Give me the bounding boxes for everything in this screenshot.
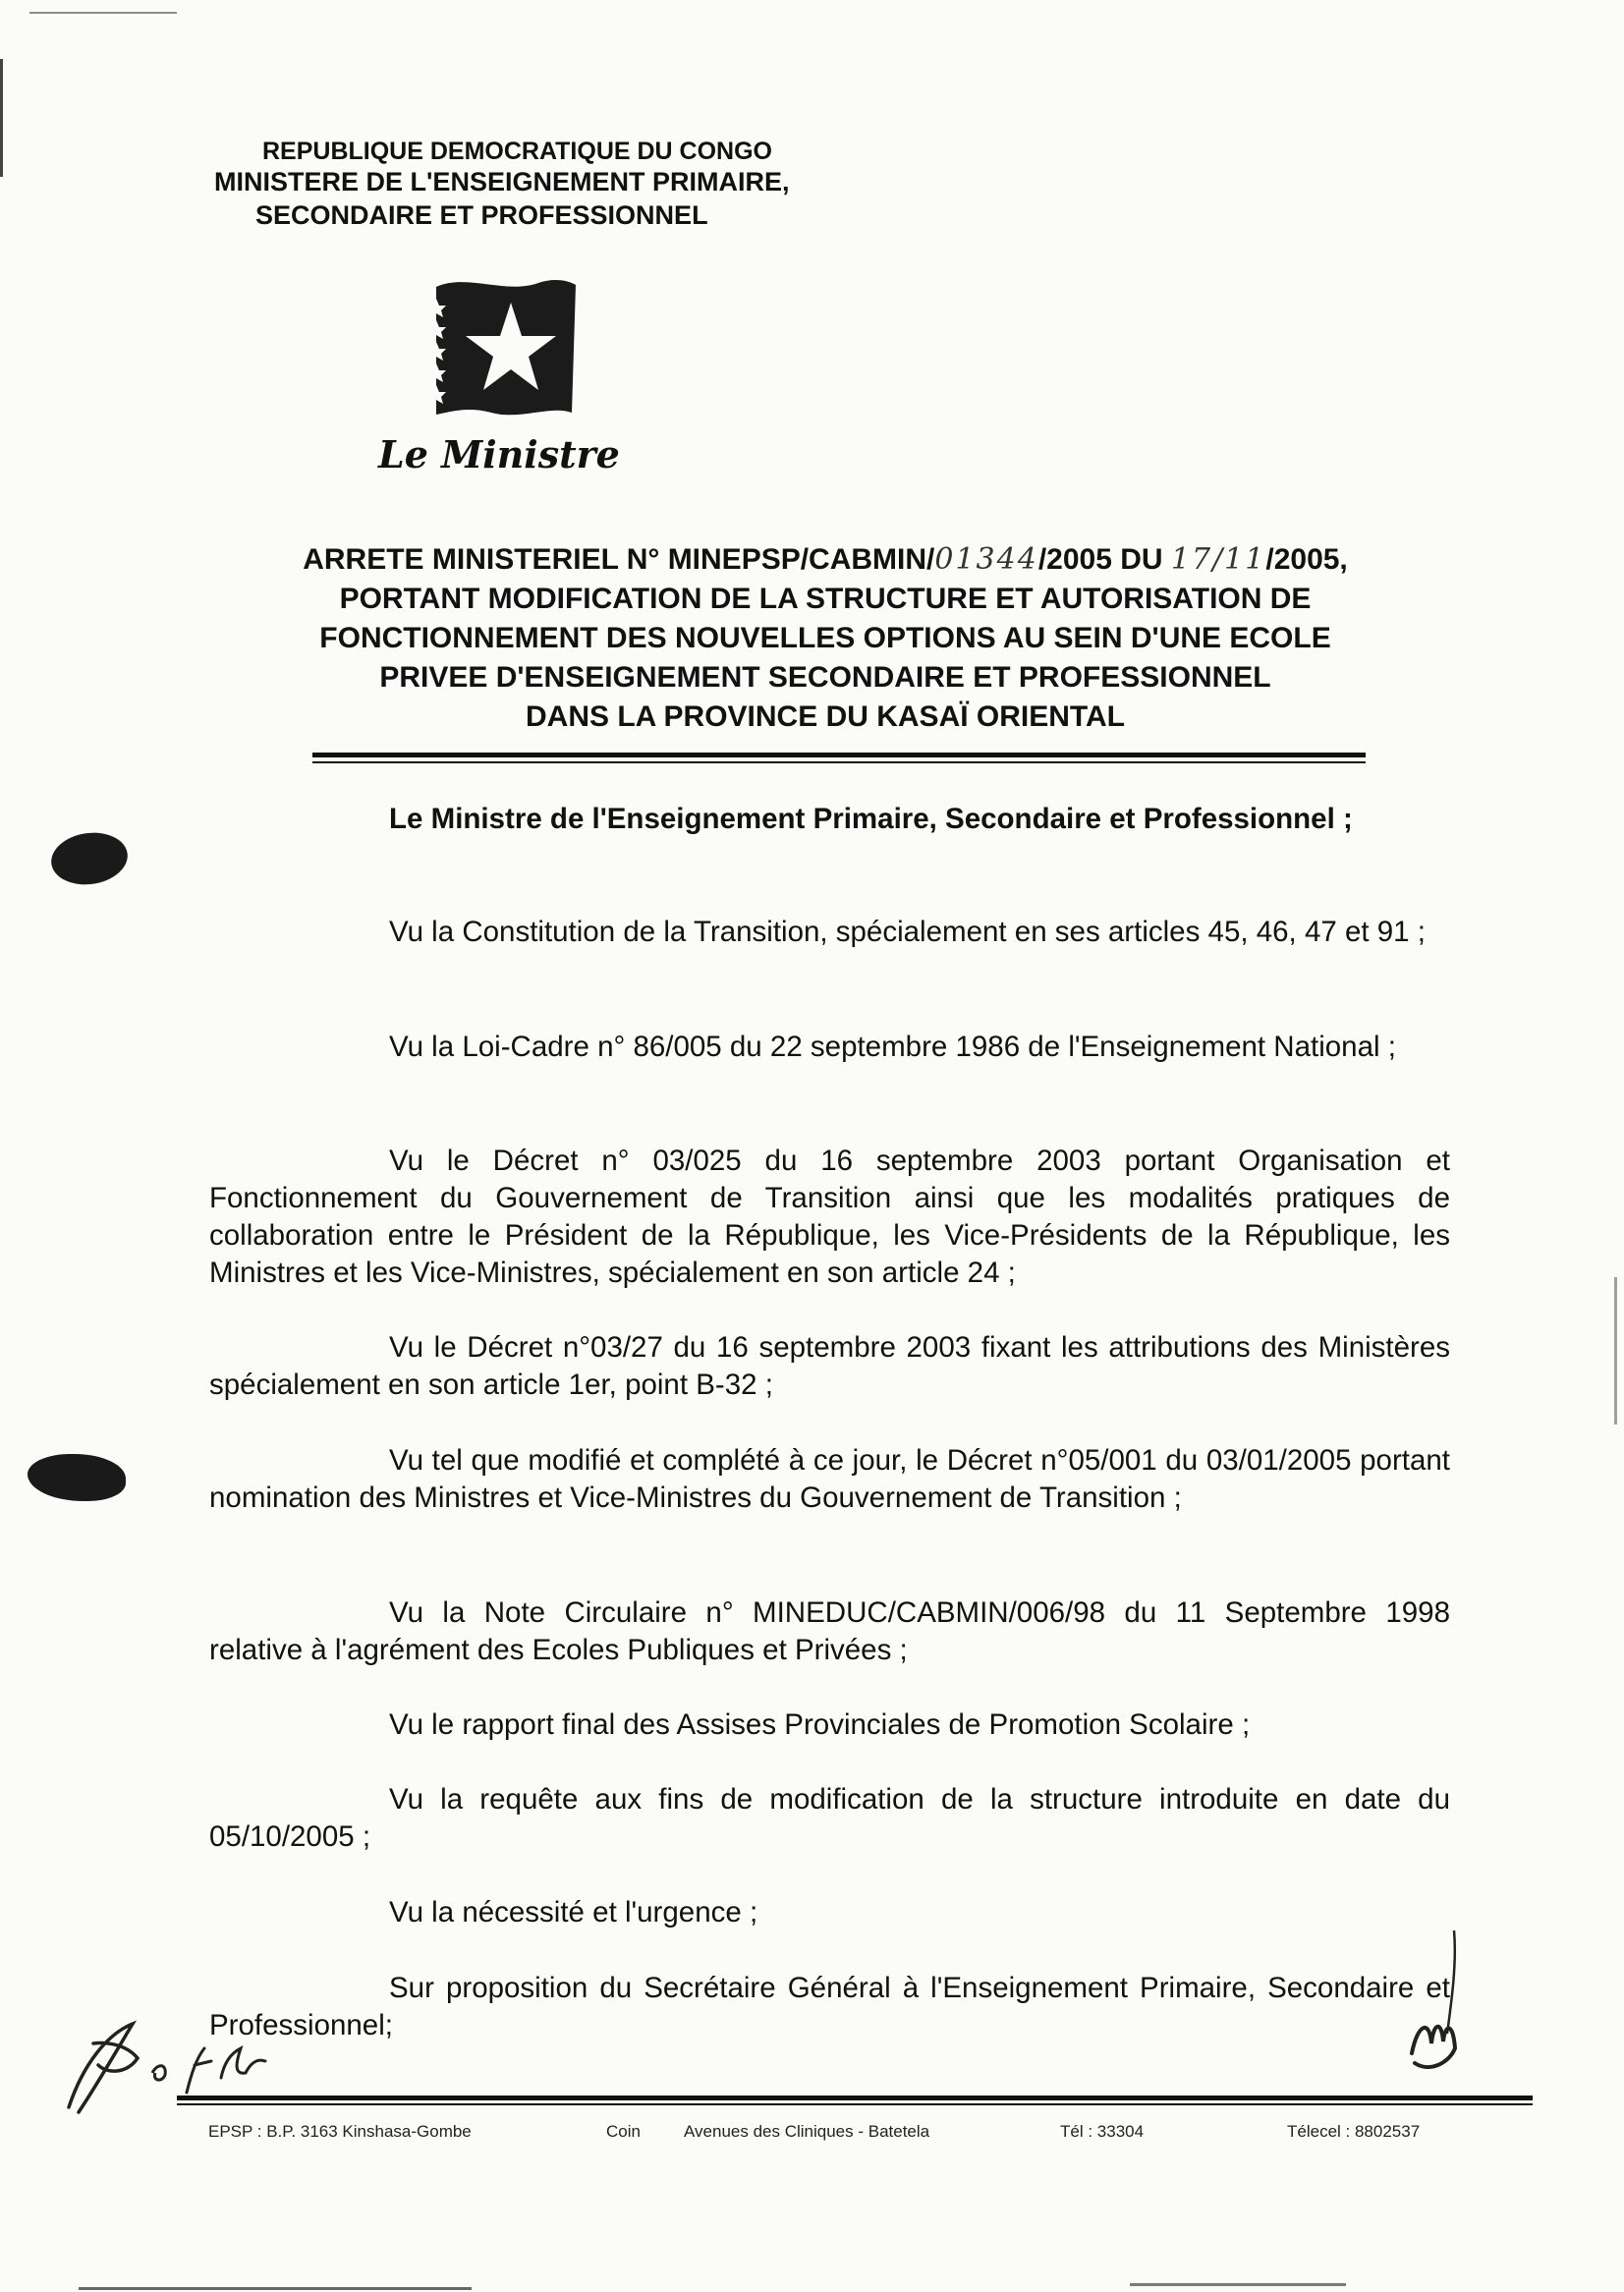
preamble-clause: Vu la nécessité et l'urgence ;	[389, 1896, 758, 1929]
decree-title-line: DANS LA PROVINCE DU KASAÏ ORIENTAL	[525, 700, 1126, 733]
footer-divider	[177, 2096, 1533, 2100]
handwritten-decree-number: 01344	[934, 542, 1038, 577]
preamble-clause: Vu tel que modifié et complété à ce jour, le Décret n°05/001 du 03/01/2005 portant nomination des Ministres et Vice-Ministres du Gouvernement de Transition ;	[209, 1444, 1450, 1514]
footer-divider	[177, 2103, 1533, 2105]
decree-title-line: PRIVEE D'ENSEIGNEMENT SECONDAIRE ET PROFESSIONNEL	[379, 661, 1271, 694]
footer-coin: Coin	[606, 2122, 641, 2141]
margin-bar	[1614, 1277, 1617, 1425]
ministry-name: MINISTERE DE L'ENSEIGNEMENT PRIMAIRE,	[214, 167, 790, 196]
ink-blot	[28, 1454, 126, 1501]
republic-name: REPUBLIQUE DEMOCRATIQUE DU CONGO	[262, 138, 772, 165]
scan-line	[1130, 2283, 1346, 2286]
ministry-name-cont: SECONDAIRE ET PROFESSIONNEL	[255, 200, 708, 230]
title-divider	[312, 761, 1366, 763]
footer-address: EPSP : B.P. 3163 Kinshasa-Gombe	[208, 2122, 472, 2141]
preamble-clause: Vu la requête aux fins de modification de la structure introduite en date du 05/10/2005 ;	[209, 1783, 1450, 1853]
preamble-clause: Vu le Décret n° 03/025 du 16 septembre 2003 portant Organisation et Fonctionnement du Gouvernement de Transition ainsi que les modalités pratiques de collaboration entre le Président de la République, les Vice-Présidents de la République, les Ministres et les Vice-Ministres, spécialement en son article 24 ;	[209, 1145, 1450, 1289]
minister-title: Le Ministre	[378, 432, 620, 476]
preamble-minister: Le Ministre de l'Enseignement Primaire, Secondaire et Professionnel ;	[389, 803, 1353, 835]
preamble-clause: Vu la Constitution de la Transition, spécialement en ses articles 45, 46, 47 et 91 ;	[389, 916, 1426, 948]
scan-line	[79, 2287, 472, 2290]
flag-star-emblem-icon	[422, 265, 580, 422]
preamble-clause: Vu le rapport final des Assises Provinciales de Promotion Scolaire ;	[389, 1708, 1251, 1741]
preamble-clause: Vu la Loi-Cadre n° 86/005 du 22 septembre 1986 de l'Enseignement National ;	[389, 1031, 1396, 1063]
preamble-clause: Vu le Décret n°03/27 du 16 septembre 2003 fixant les attributions des Ministères spécialement en son article 1er, point B-32 ;	[209, 1331, 1450, 1401]
decree-title-line: FONCTIONNEMENT DES NOUVELLES OPTIONS AU SEIN D'UNE ECOLE	[319, 622, 1331, 654]
handwritten-signature-icon	[1400, 1926, 1469, 2093]
handwritten-decree-date: 17/11	[1170, 542, 1266, 577]
title-divider	[312, 753, 1366, 757]
decree-title	[187, 540, 1464, 737]
ink-blot	[48, 828, 131, 889]
preamble-clause: Vu la Note Circulaire n° MINEDUC/CABMIN/006/98 du 11 Septembre 1998 relative à l'agrément des Ecoles Publiques et Privées ;	[209, 1596, 1450, 1666]
footer-telecel: Télecel : 8802537	[1287, 2122, 1421, 2141]
decree-title-line: PORTANT MODIFICATION DE LA STRUCTURE ET AUTORISATION DE	[339, 583, 1312, 615]
decree-number-line: ARRETE MINISTERIEL N° MINEPSP/CABMIN/01344/2005 DU 17/11/2005,	[303, 542, 1348, 577]
preamble-clause: Sur proposition du Secrétaire Général à l'Enseignement Primaire, Secondaire et Professionnel;	[209, 1972, 1450, 2041]
scan-line	[29, 12, 177, 14]
footer-avenues: Avenues des Cliniques - Batetela	[684, 2122, 930, 2141]
footer-telephone: Tél : 33304	[1060, 2122, 1145, 2141]
scan-line	[0, 59, 3, 177]
